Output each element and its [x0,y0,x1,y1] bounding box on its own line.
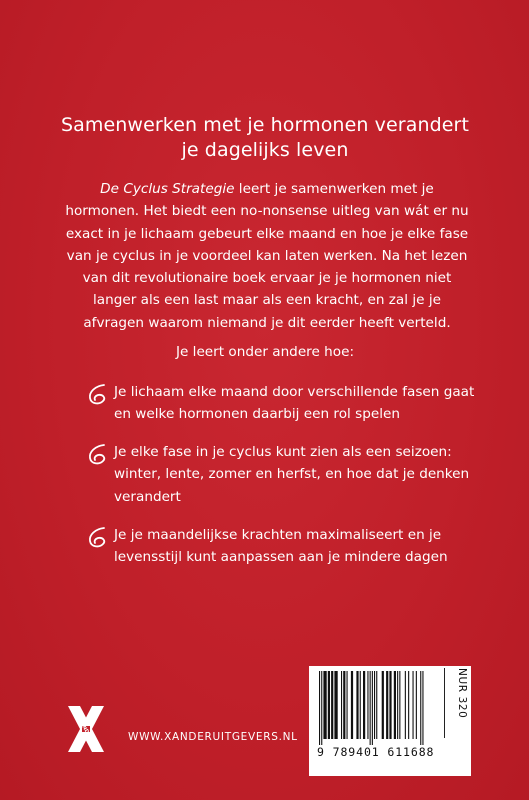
headline-line-2: je dagelijks leven [181,139,349,161]
barcode-bar [399,671,400,739]
swirl-bullet-icon [86,383,112,407]
barcode-bar [386,671,388,739]
bullet-line: winter, lente, zomer en herfst, en hoe dat je denken [114,466,470,483]
barcode-guard-bar [370,671,371,745]
xander-logo-icon [66,704,106,754]
nur-divider [444,668,445,738]
bullet-line: Je elke fase in je cyclus kunt zien als een seizoen: [114,444,452,460]
barcode-bar [389,671,391,739]
barcode-bar [360,671,361,739]
swirl-bullet-icon [86,526,112,550]
barcode-bar [331,671,333,739]
barcode-bar [341,671,342,739]
bullet-line: levensstijl kunt aanpassen aan je mindere dagen [114,549,448,566]
bullet-line: verandert [114,488,181,505]
barcode-guard-bar [420,671,421,745]
barcode-guard-bar [372,671,373,745]
barcode-bar [382,671,384,739]
barcode-bar [397,671,398,739]
barcode-bar [343,671,345,739]
isbn-number: 9 789401 611688 [317,745,435,759]
barcode [317,671,452,747]
barcode-area [309,666,471,776]
headline-line-1: Samenwerken met je hormonen verandert [60,114,469,136]
barcode-bar [334,671,337,739]
intro-paragraph [62,178,472,334]
nur-code: NUR 320 [456,668,468,719]
bullet-line: en welke hormonen daarbij een rol spelen [114,406,400,423]
barcode-guard-bar [321,671,322,745]
bullet-line: Je lichaam elke maand door verschillende fasen gaat [114,384,475,400]
learn-subheading: Je leert onder andere hoe: [175,344,355,360]
barcode-bar [347,671,348,739]
bullet-line: Je je maandelijkse krachten maximaliseert en je [114,527,442,543]
barcode-guard-bar [319,671,320,745]
logo-wordmark: XANDER [76,717,94,742]
barcode-bar [394,671,396,739]
intro-text: leert je samenwerken met je hormonen. Het biedt een no-nonsense uitleg van wát er nu exact in je lichaam gebeurt elke maand en hoe je elke fase van je cyclus in je voordeel kan laten werken. Na het lezen van dit revolutionaire boek ervaar je je hormonen niet langer als een last maar als een kracht, en zal je je afvragen waarom niemand je dit eerder heeft verteld. [65,181,469,331]
book-title: De Cyclus Strategie [100,181,235,197]
barcode-bar [356,671,358,739]
barcode-bar [351,671,353,739]
barcode-bar [363,671,365,739]
publisher-url[interactable]: WWW.XANDERUITGEVERS.NL [128,731,298,743]
barcode-bar [367,671,368,739]
barcode-bar [374,671,375,739]
barcode-bar [328,671,330,739]
barcode-bar [413,671,414,739]
swirl-bullet-icon [86,443,112,467]
barcode-guard-bar [422,671,423,745]
barcode-bar [376,671,377,739]
barcode-bar [408,671,409,739]
headline [60,113,470,163]
barcode-bar [416,671,417,739]
barcode-bar [405,671,406,739]
barcode-bar [323,671,326,739]
